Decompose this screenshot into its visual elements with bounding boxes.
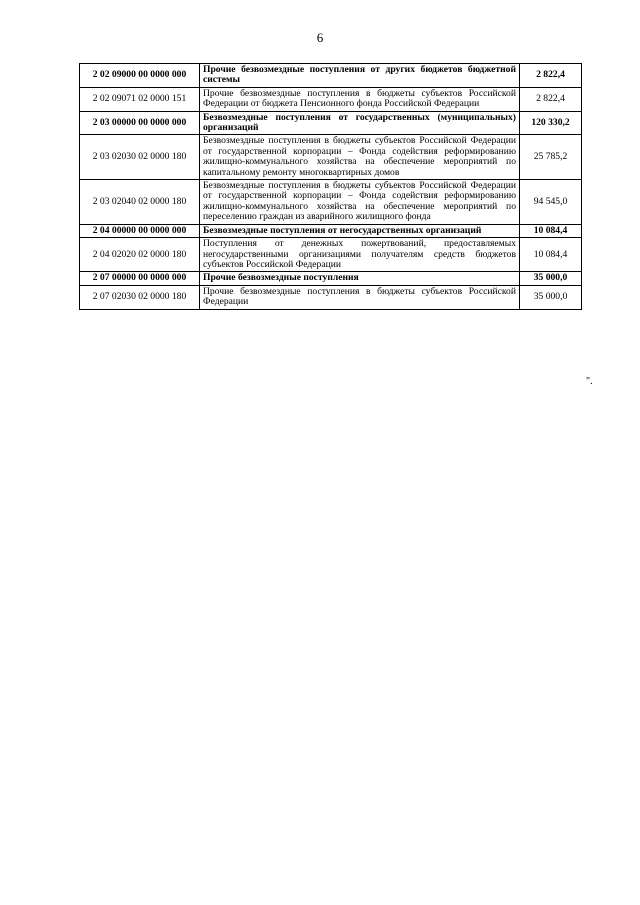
description-cell: Прочие безвозмездные поступления в бюджеты субъектов Российской Федерации	[200, 285, 520, 309]
amount-cell: 2 822,4	[520, 64, 582, 88]
description-cell: Безвозмездные поступления от государственных (муниципальных) организаций	[200, 111, 520, 135]
table-row	[80, 87, 582, 111]
amount-cell: 35 000,0	[520, 285, 582, 309]
table-row	[80, 272, 582, 285]
table-row	[80, 238, 582, 272]
table-row	[80, 135, 582, 180]
description-cell: Безвозмездные поступления в бюджеты субъектов Российской Федерации от государственной корпорации – Фонда содействия реформированию жилищно-коммунального хозяйства на обеспечение мероприятий по капитальному ремонту многоквартирных домов	[200, 135, 520, 180]
amount-cell: 10 084,4	[520, 238, 582, 272]
table-row	[80, 180, 582, 225]
closing-quote: ".	[586, 376, 593, 387]
budget-code-cell: 2 03 00000 00 0000 000	[80, 111, 200, 135]
description-cell: Безвозмездные поступления в бюджеты субъектов Российской Федерации от государственной корпорации – Фонда содействия реформированию жилищно-коммунального хозяйства на обеспечение мероприятий по переселению граждан из аварийного жилищного фонда	[200, 180, 520, 225]
budget-code-cell: 2 03 02040 02 0000 180	[80, 180, 200, 225]
description-cell: Безвозмездные поступления от негосударственных организаций	[200, 224, 520, 237]
amount-cell: 10 084,4	[520, 224, 582, 237]
amount-cell: 120 330,2	[520, 111, 582, 135]
budget-code-cell: 2 03 02030 02 0000 180	[80, 135, 200, 180]
budget-revenue-table	[79, 63, 582, 310]
amount-cell: 2 822,4	[520, 87, 582, 111]
page-number: 6	[316, 30, 324, 45]
budget-code-cell: 2 04 00000 00 0000 000	[80, 224, 200, 237]
budget-code-cell: 2 02 09071 02 0000 151	[80, 87, 200, 111]
description-cell: Прочие безвозмездные поступления	[200, 272, 520, 285]
table-row	[80, 285, 582, 309]
budget-code-cell: 2 04 02020 02 0000 180	[80, 238, 200, 272]
table-row	[80, 64, 582, 88]
budget-code-cell: 2 07 00000 00 0000 000	[80, 272, 200, 285]
amount-cell: 35 000,0	[520, 272, 582, 285]
table-row	[80, 111, 582, 135]
budget-code-cell: 2 02 09000 00 0000 000	[80, 64, 200, 88]
budget-code-cell: 2 07 02030 02 0000 180	[80, 285, 200, 309]
table-row	[80, 224, 582, 237]
description-cell: Прочие безвозмездные поступления от других бюджетов бюджетной системы	[200, 64, 520, 88]
description-cell: Прочие безвозмездные поступления в бюджеты субъектов Российской Федерации от бюджета Пенсионного фонда Российской Федерации	[200, 87, 520, 111]
amount-cell: 94 545,0	[520, 180, 582, 225]
amount-cell: 25 785,2	[520, 135, 582, 180]
description-cell: Поступления от денежных пожертвований, предоставляемых негосударственными организациями получателям средств бюджетов субъектов Российской Федерации	[200, 238, 520, 272]
